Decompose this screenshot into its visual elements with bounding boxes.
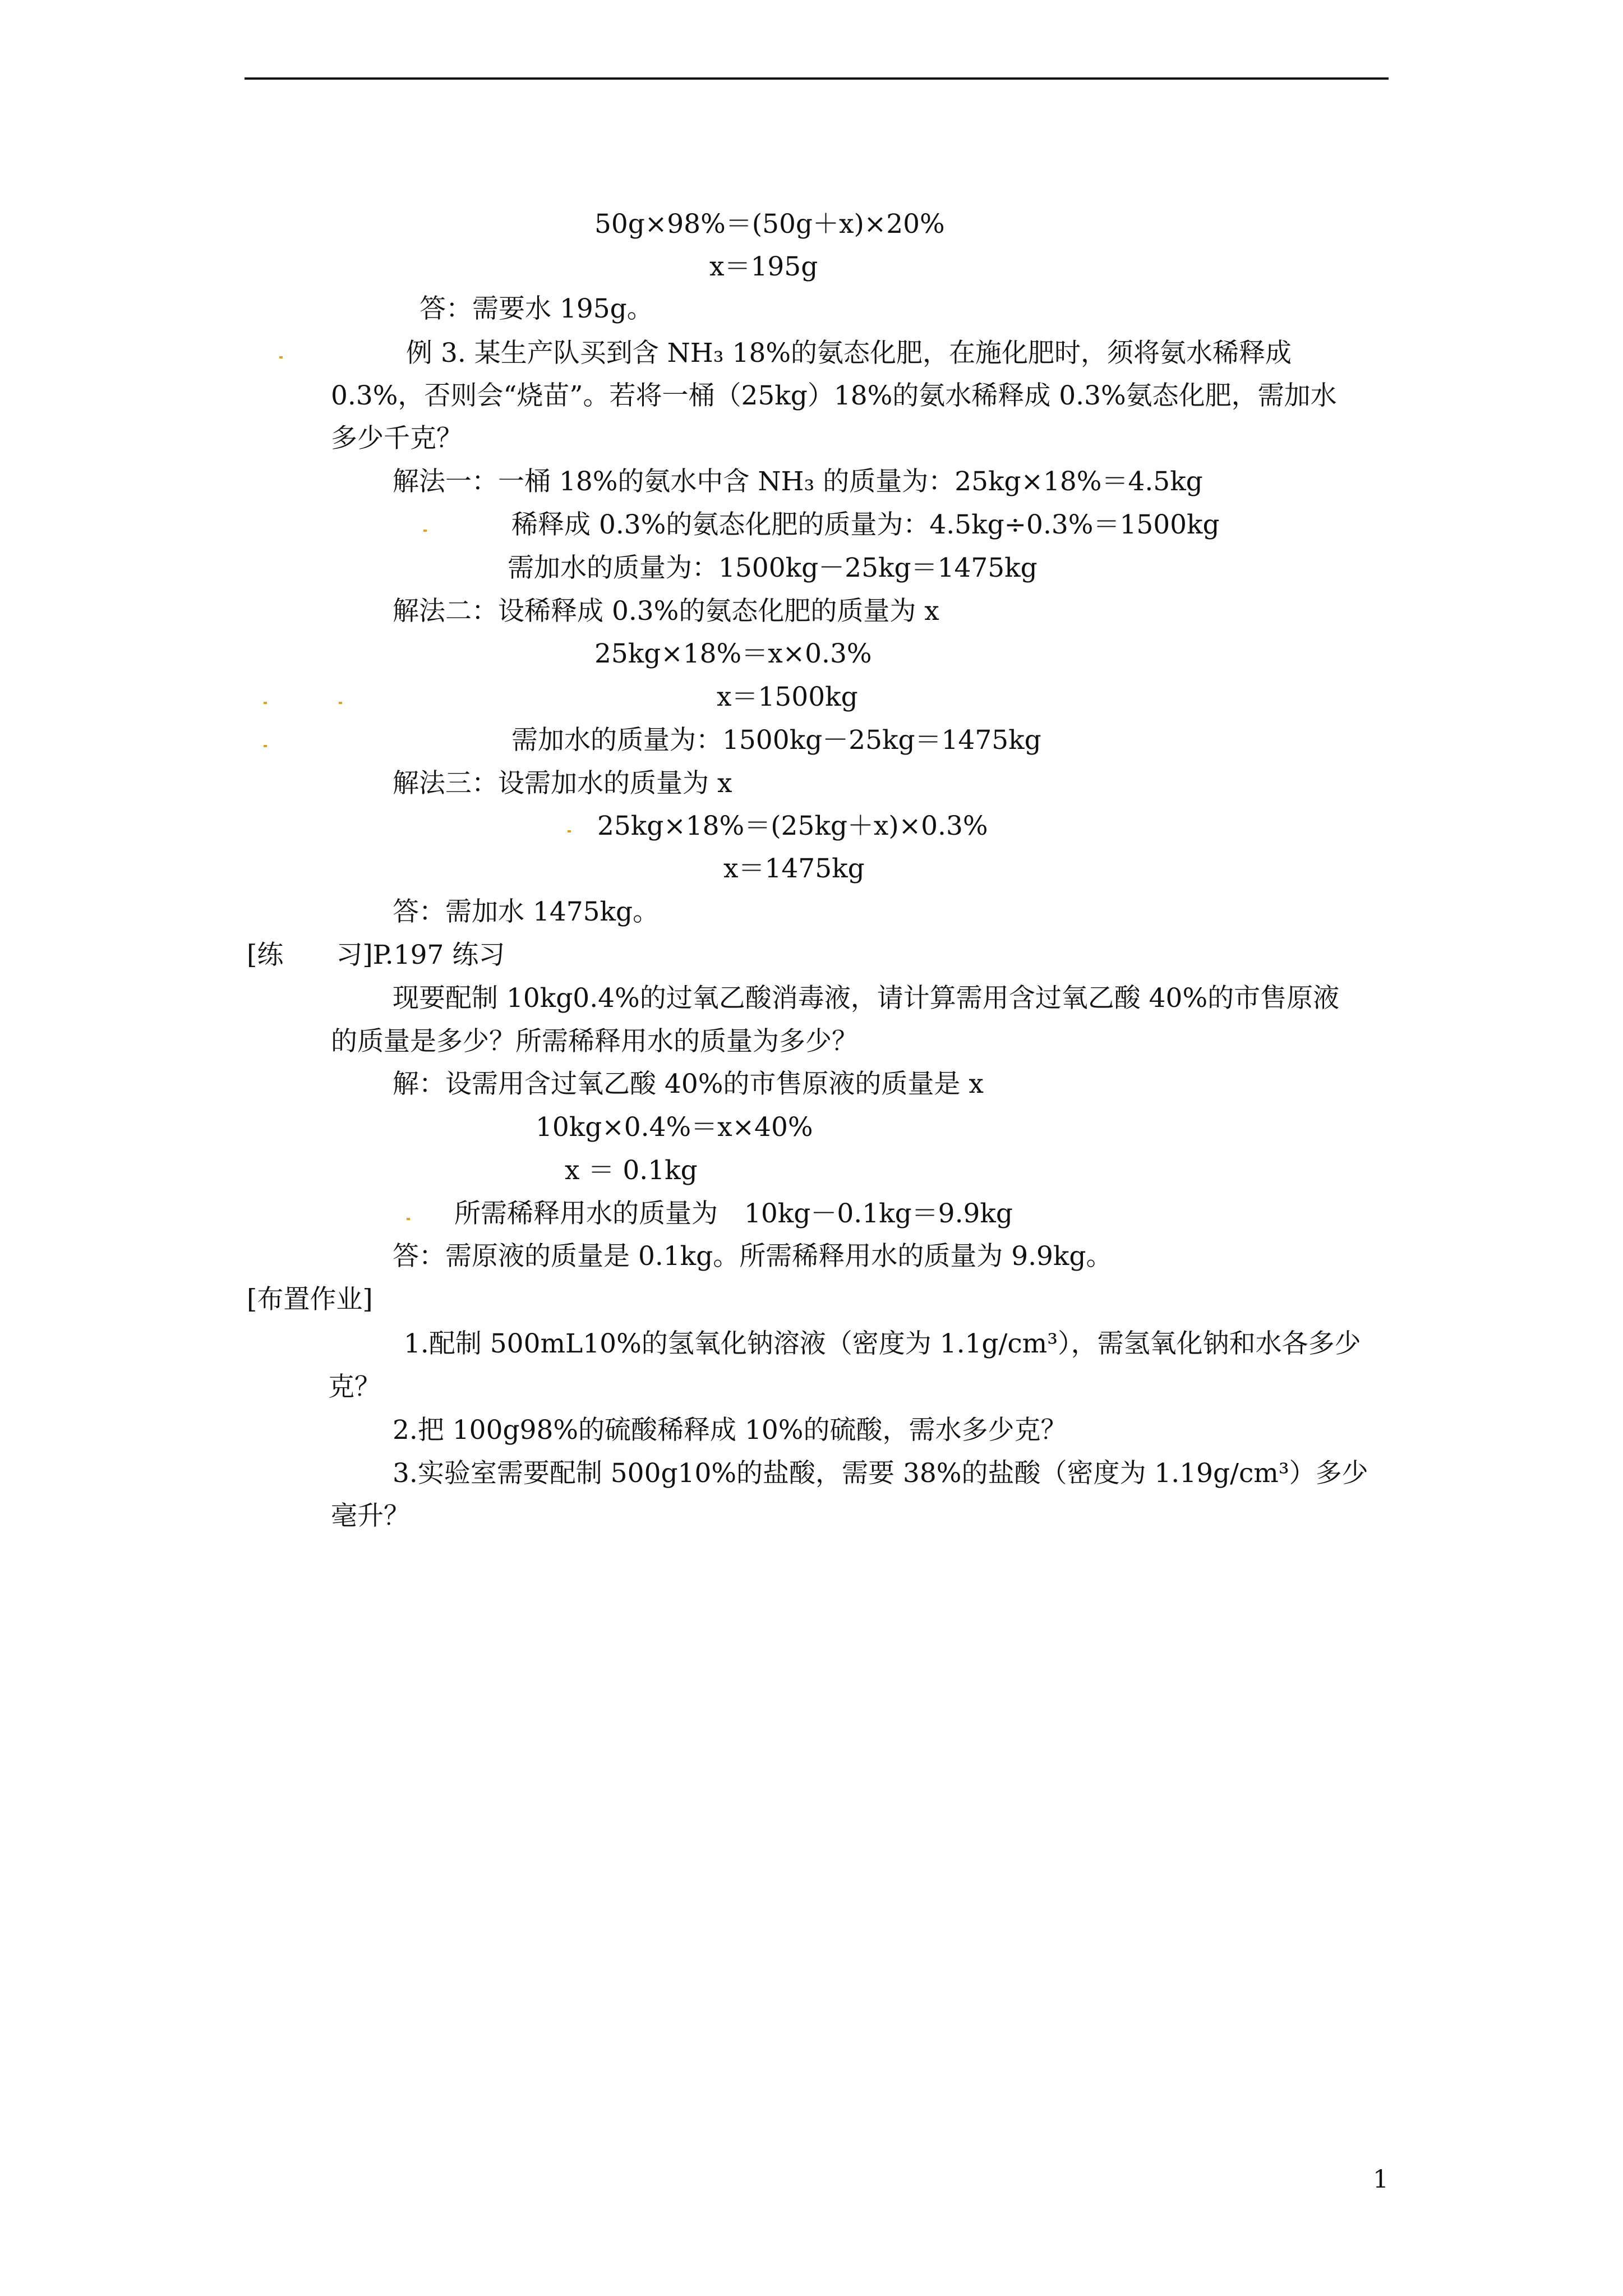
homework-item-1-line-1: 1.配制 500mL10%的氢氧化钠溶液（密度为 1.1g/cm³），需氢氧化钠和水各多少	[404, 1328, 1361, 1359]
homework-heading: [布置作业]	[247, 1284, 373, 1315]
homework-item-3-line-2: 毫升？	[331, 1501, 410, 1531]
practice-answer: 答：需原液的质量是 0.1kg。所需稀释用水的质量为 9.9kg。	[393, 1241, 1113, 1272]
practice-water: 所需稀释用水的质量为 10kg－0.1kg＝9.9kg	[454, 1198, 1013, 1229]
equation-line: 50g×98%＝(50g＋x)×20%	[594, 209, 945, 240]
method-3-equation: 25kg×18%＝(25kg＋x)×0.3%	[597, 811, 988, 841]
method-2-line-1: 解法二：设稀释成 0.3%的氨态化肥的质量为 x	[393, 596, 939, 627]
practice-heading: [练 习]P.197 练习	[247, 940, 505, 970]
method-3-line-1: 解法三：设需加水的质量为 x	[393, 768, 732, 799]
practice-question-line-2: 的质量是多少？所需稀释用水的质量为多少？	[331, 1026, 858, 1057]
example-3-line-1: 例 3. 某生产队买到含 NH₃ 18%的氨态化肥，在施化肥时，须将氨水稀释成	[406, 338, 1292, 369]
scan-speck	[568, 830, 571, 832]
practice-solution-line-1: 解：设需用含过氧乙酸 40%的市售原液的质量是 x	[393, 1069, 984, 1099]
scan-speck	[279, 356, 283, 358]
scan-speck	[264, 745, 267, 747]
page-number: 1	[1373, 2165, 1389, 2194]
practice-equation: 10kg×0.4%＝x×40%	[536, 1112, 813, 1143]
method-1-line-2: 稀释成 0.3%的氨态化肥的质量为：4.5kg÷0.3%＝1500kg	[511, 509, 1220, 540]
example-3-line-3: 多少千克？	[331, 423, 463, 454]
homework-item-2: 2.把 100g98%的硫酸稀释成 10%的硫酸，需水多少克？	[393, 1415, 1067, 1446]
homework-item-3-line-1: 3.实验室需要配制 500g10%的盐酸，需要 38%的盐酸（密度为 1.19g/cm³）多少	[393, 1458, 1368, 1489]
practice-question-line-1: 现要配制 10kg0.4%的过氧乙酸消毒液，请计算需用含过氧乙酸 40%的市售原液	[393, 983, 1340, 1014]
example-3-line-2: 0.3%，否则会“烧苗”。若将一桶（25kg）18%的氨水稀释成 0.3%氨态化肥，需加水	[331, 380, 1337, 411]
example-3-answer: 答：需加水 1475kg。	[393, 896, 660, 927]
method-1-line-3: 需加水的质量为：1500kg－25kg＝1475kg	[508, 553, 1038, 583]
scan-speck	[407, 1218, 410, 1220]
header-rule	[245, 77, 1389, 80]
homework-item-1-line-2: 克？	[328, 1372, 381, 1402]
equation-result: x＝195g	[709, 251, 818, 282]
method-1-line-1: 解法一：一桶 18%的氨水中含 NH₃ 的质量为：25kg×18%＝4.5kg	[393, 466, 1203, 497]
practice-result: x ＝ 0.1kg	[565, 1155, 698, 1186]
method-2-result: x＝1500kg	[717, 682, 858, 712]
scan-speck	[423, 530, 427, 532]
scan-speck	[264, 702, 267, 704]
scan-speck	[339, 702, 342, 704]
method-2-water: 需加水的质量为：1500kg－25kg＝1475kg	[511, 725, 1041, 756]
answer-line: 答：需要水 195g。	[419, 293, 653, 324]
method-3-result: x＝1475kg	[723, 853, 865, 884]
method-2-equation: 25kg×18%＝x×0.3%	[594, 638, 872, 669]
